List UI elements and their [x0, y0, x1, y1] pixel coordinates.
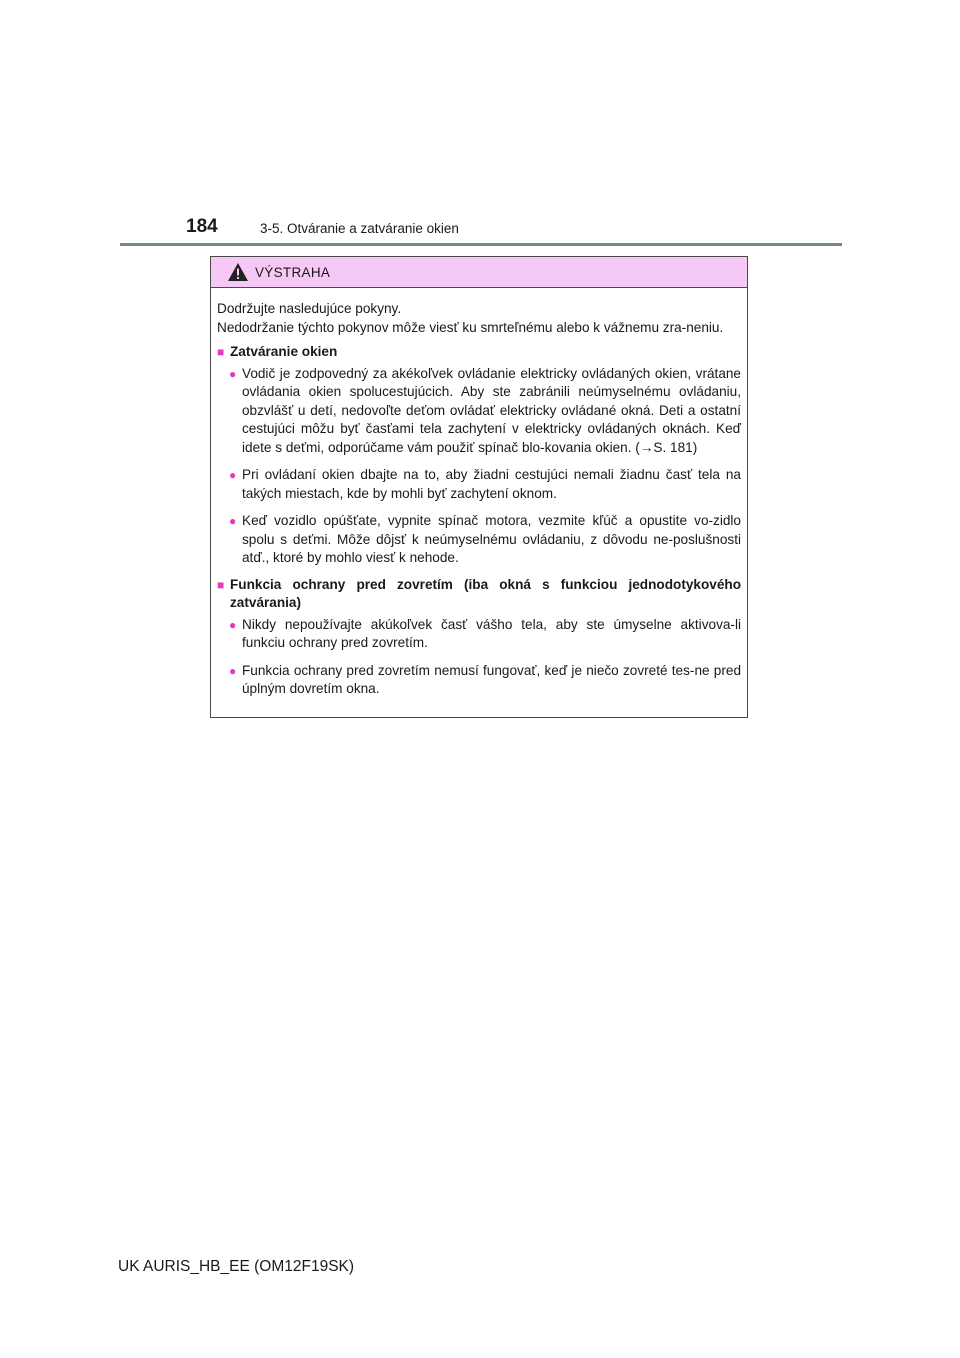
list-item-text: Keď vozidlo opúšťate, vypnite spínač motora, vezmite kľúč a opustite vo-zidlo spolu s deťmi. Môže dôjsť k neúmyselnému ovládaniu, z dôvodu ne-poslušnosti atď., ktoré by mohlo viesť k nehode. — [242, 513, 741, 565]
list-item — [229, 365, 741, 458]
document-id: UK AURIS_HB_EE (OM12F19SK) — [118, 1258, 355, 1275]
intro-line-2: Nedodržanie týchto pokynov môže viesť ku smrteľnému alebo k vážnemu zra-neniu. — [217, 319, 724, 335]
section-heading — [217, 343, 741, 362]
warning-body — [211, 288, 747, 699]
warning-header — [211, 257, 747, 288]
circle-bullet-icon: ● — [229, 366, 237, 381]
square-bullet-icon: ■ — [217, 345, 225, 359]
page-number: 184 — [186, 216, 218, 237]
circle-bullet-icon: ● — [229, 468, 237, 482]
section-heading — [217, 576, 741, 613]
header-rule — [120, 243, 842, 246]
list-item-text: Vodič je zodpovedný za akékoľvek ovládanie elektricky ovládaných okien, vrátane ovládania okien spolucestujúcich. Aby ste zabránili neúmyselnému ovládaniu, obzvlášť u detí, nedovoľte deťom ovládať elektricky ovládané okná. Deti a ostatní cestujúci môžu byť časťami tela zachytení v elektricky ovládaných oknách. Keď idete s deťmi, odporúčame vám použiť spínač blo-kovania okien. (→S. 181) — [242, 365, 741, 455]
list-item-text: Nikdy nepoužívajte akúkoľvek časť vášho tela, aby ste úmyselne aktivova-li funkciu ochrany pred zovretím. — [242, 616, 741, 650]
warning-intro — [217, 300, 741, 337]
circle-bullet-icon: ● — [229, 617, 237, 632]
circle-bullet-icon: ● — [229, 514, 237, 528]
circle-bullet-icon: ● — [229, 663, 237, 678]
warning-label: VÝSTRAHA — [255, 264, 331, 280]
square-bullet-icon: ■ — [217, 577, 225, 592]
list-item-text: Funkcia ochrany pred zovretím nemusí fungovať, keď je niečo zovreté tes-ne pred úplným dovretím okna. — [242, 662, 741, 696]
section-title: 3-5. Otváranie a zatváranie okien — [260, 221, 459, 236]
section-heading-text: Zatváranie okien — [230, 344, 338, 359]
list-item — [229, 466, 741, 503]
warning-triangle-icon — [227, 262, 249, 282]
intro-line-1: Dodržujte nasledujúce pokyny. — [217, 301, 402, 316]
list-item — [229, 512, 741, 568]
section-heading-text: Funkcia ochrany pred zovretím (iba okná s funkciou jednodotykového zatvárania) — [230, 576, 741, 610]
list-item — [229, 662, 741, 699]
list-item-text: Pri ovládaní okien dbajte na to, aby žiadni cestujúci nemali žiadnu časť tela na takých miestach, kde by mohli byť zachytení oknom. — [242, 467, 741, 501]
warning-box — [210, 256, 748, 718]
list-item — [229, 616, 741, 653]
